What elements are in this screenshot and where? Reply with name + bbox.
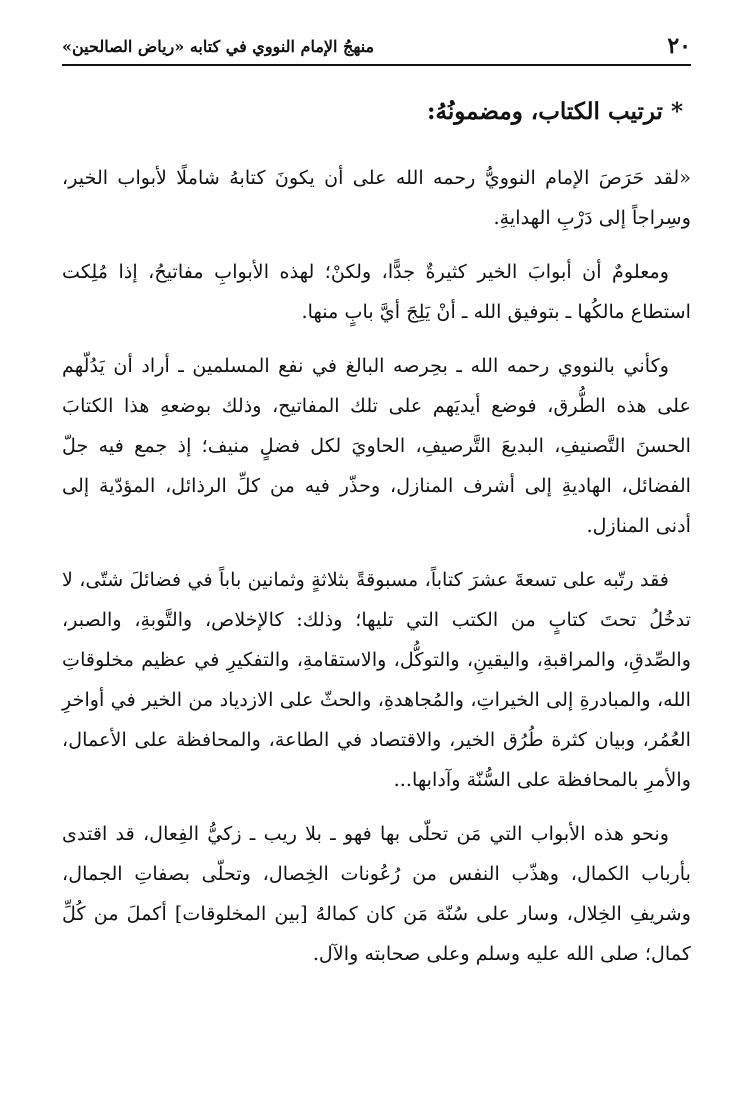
- paragraph-purpose: وكأني بالنووي رحمه الله ـ بحِرصه البالغ في نفع المسلمين ـ أراد أن يَدُلّهم على هذه الطُّرق، فوضع أيديَهم على تلك المفاتيح، وذلك بوضعهِ هذا الكتابَ الحسنَ التَّصنيفِ، البديعَ التَّرصيفِ، الحاويَ لكل فضلٍ منيف؛ إذ جمع فيه جلّ الفضائل، الهاديةِ إلى أشرف المنازل، وحذّر فيه من كلِّ الرذائل، المؤدّية إلى أدنى المنازل.: [62, 354, 691, 537]
- paragraph-arrangement: فقد رتّبه على تسعةَ عشرَ كتاباً، مسبوقةً بثلاثةٍ وثمانين باباً في فضائلَ شتّى، لا تدخُلُ تحتَ كتابٍ من الكتب التي تليها؛ وذلك: كالإخلاص، والتَّوبةِ، والصبر، والصِّدقِ، والمراقبةِ، واليقينِ، والتوكُّل، والاستقامةِ، والتفكيرِ في عظيم مخلوقاتِ الله، والمبادرةِ إلى الخيراتِ، والمُجاهدةِ، والحثّ على الازدياد من الخير في أواخرِ العُمُر، وبيان كثرة طُرُق الخير، والاقتصاد في الطاعة، والمحافظة على الأعمال، والأمرِ بالمحافظة على السُّنّة وآدابها...: [62, 568, 691, 791]
- section-heading: * ترتيب الكتاب، ومضمونُهُ:: [427, 98, 683, 125]
- paragraph-virtues: ونحو هذه الأبواب التي مَن تحلّى بها فهو ـ بلا ريب ـ زكيُّ الفِعال، قد اقتدى بأرباب الكمال، وهذّب النفس من رُعُونات الخِصال، وتحلّى بصفاتِ الجمال، وشريفِ الخِلال، وسار على سُنّة مَن كان كمالهُ [بين المخلوقات] أكملَ من كُلِّ كمال؛ صلى الله عليه وسلم وعلى صحابته والآل.: [62, 822, 691, 965]
- running-title: منهجُ الإمام النووي في كتابه «رياض الصالحين»: [62, 36, 375, 56]
- page-header: [62, 28, 691, 66]
- page-body: [62, 92, 691, 988]
- paragraph-keys: ومعلومٌ أن أبوابَ الخير كثيرةٌ جدًّا، ولكنْ؛ لهذه الأبوابِ مفاتيحُ، إذا مُلِكت استطاع مالكُها ـ بتوفيق الله ـ أنْ يَلِجَ أيَّ بابٍ منها.: [62, 260, 691, 323]
- page-number: ٢٠: [667, 33, 691, 59]
- paragraph-intro: «لقد حَرَصَ الإمام النوويُّ رحمه الله على أن يكونَ كتابهُ شاملًا لأبواب الخير، وسِراجاً إلى دَرْبِ الهدايةِ.: [62, 166, 691, 229]
